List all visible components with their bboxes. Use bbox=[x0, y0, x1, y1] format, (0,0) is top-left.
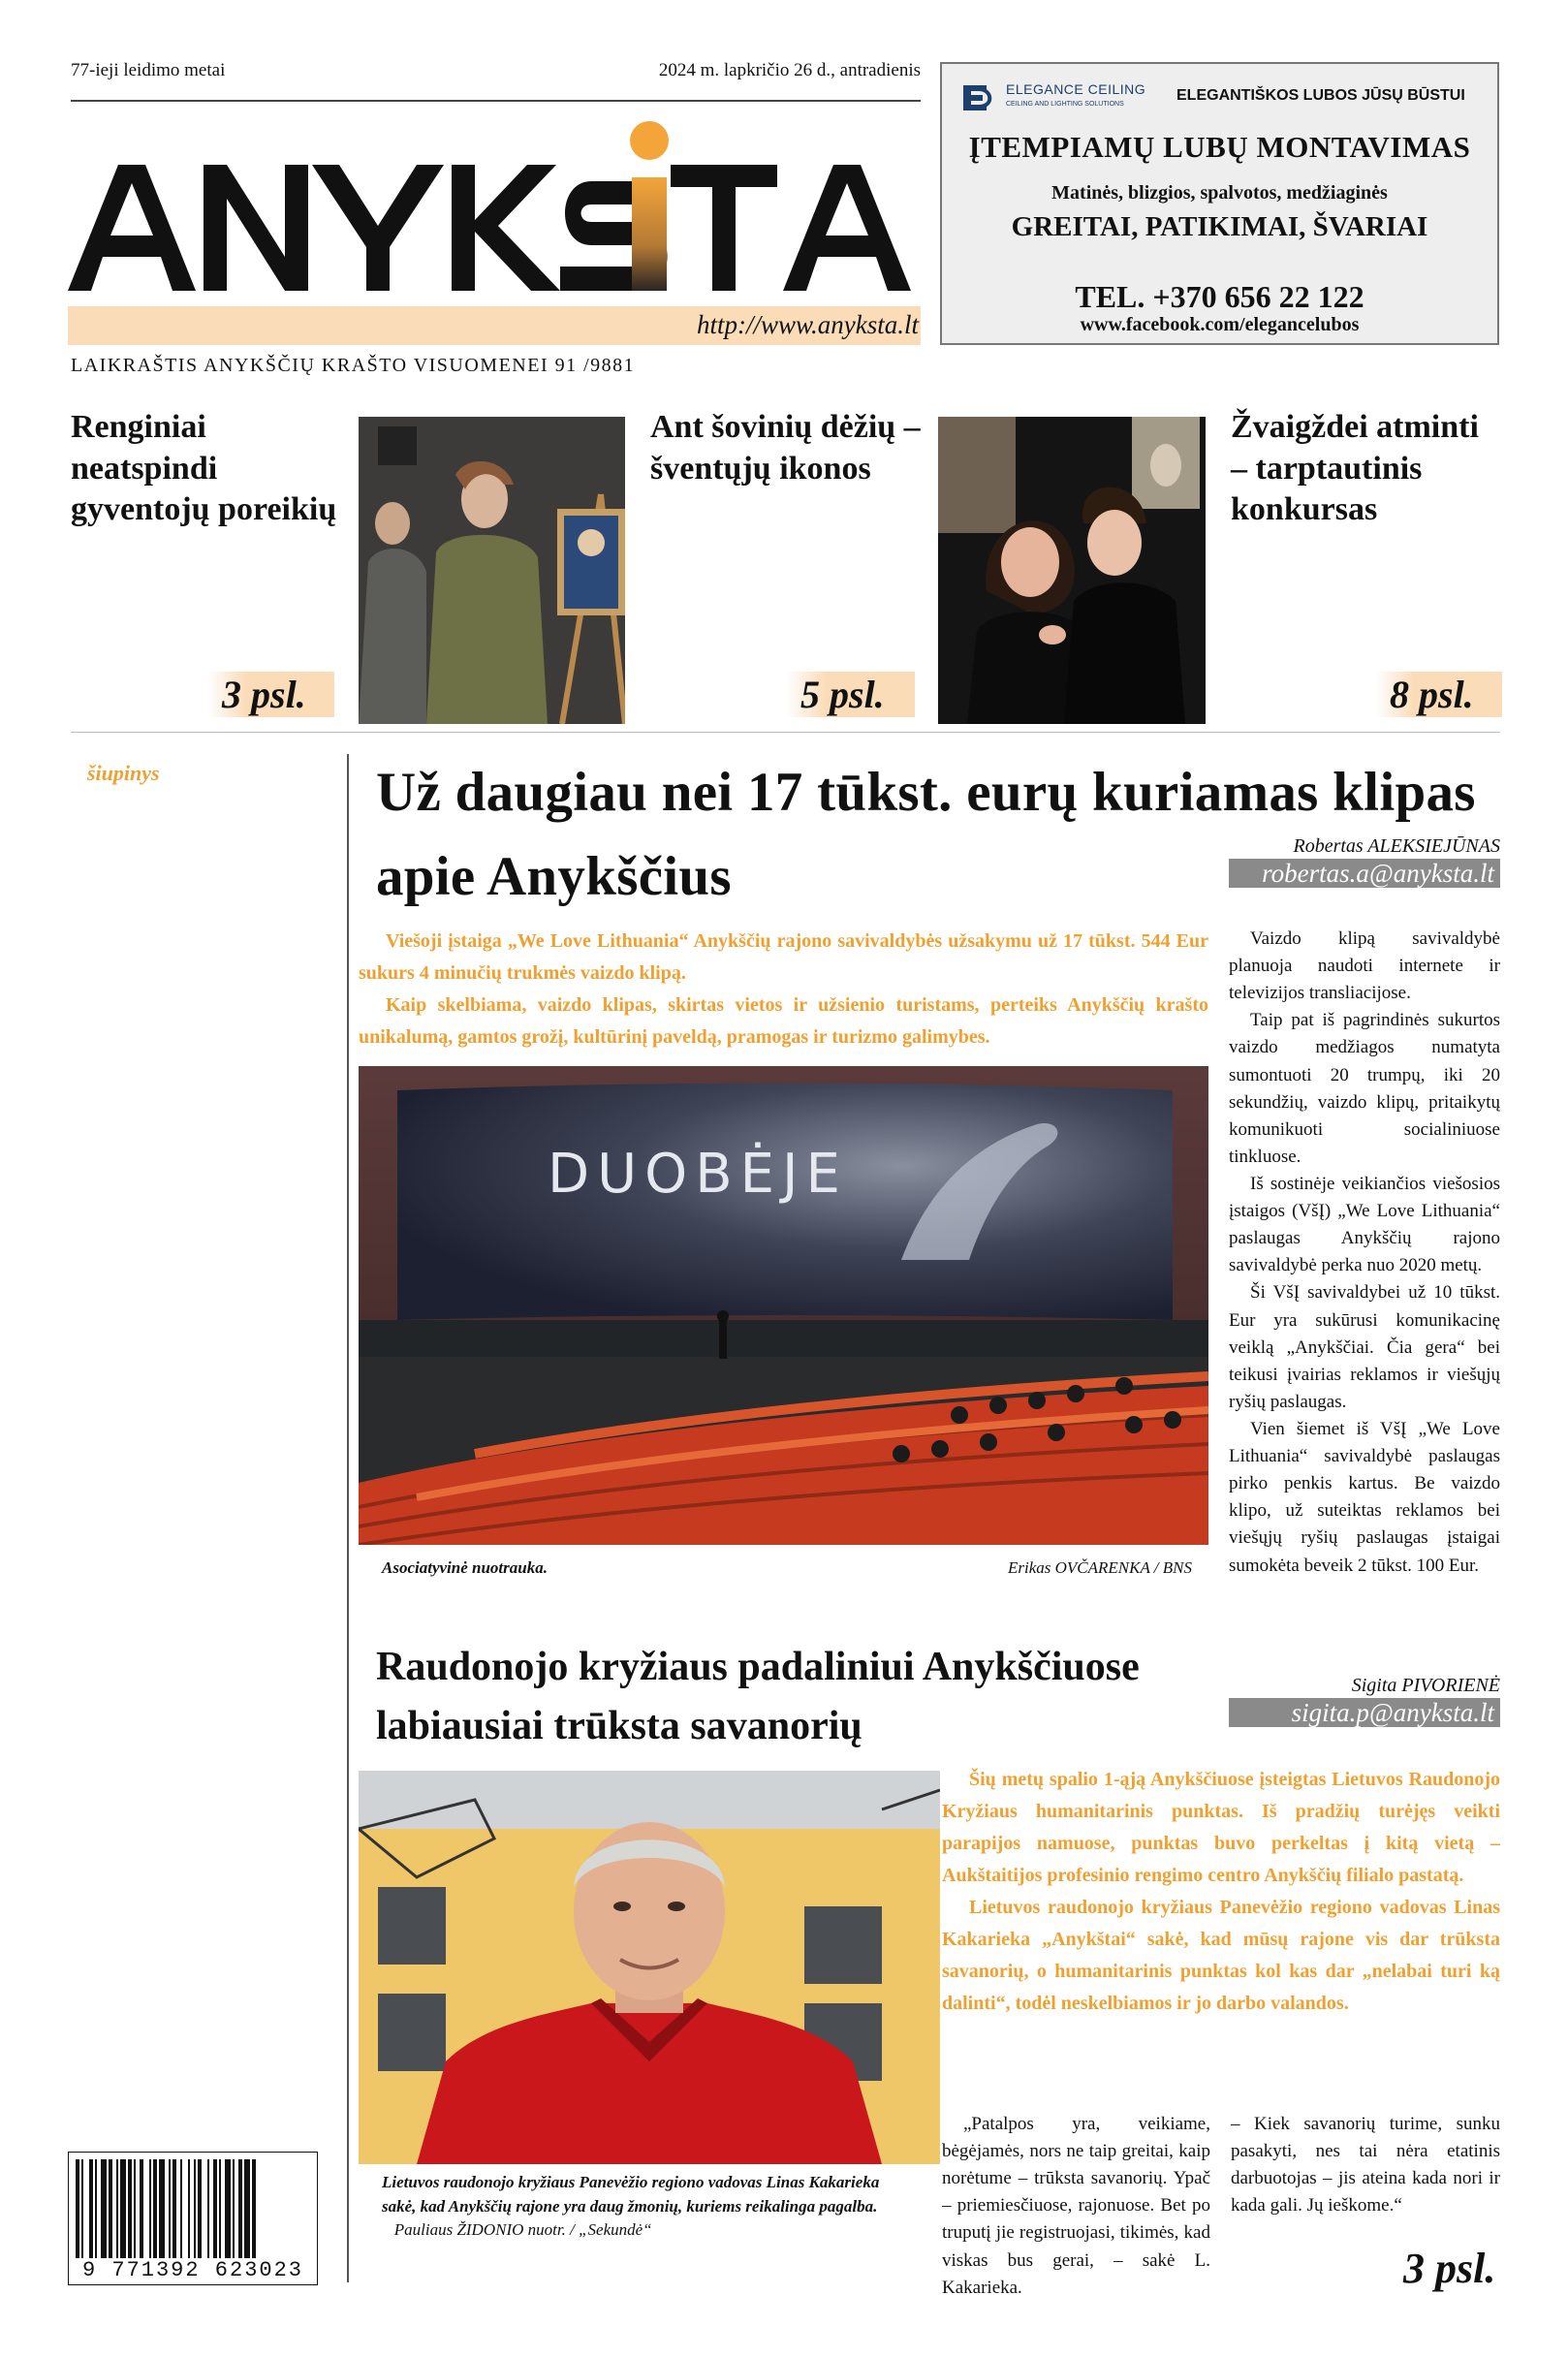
article2-email-link[interactable]: sigita.p@anyksta.lt bbox=[1229, 1698, 1500, 1727]
article2-headline[interactable]: Raudonojo kryžiaus padaliniui Anykščiuose labiausiai trūksta savanorių bbox=[376, 1645, 1140, 1748]
article2-body-col1 bbox=[942, 2111, 1210, 2302]
barcode-bar bbox=[194, 2159, 196, 2258]
article2-body-paragraph: „Patalpos yra, veikiame, bėgėjamės, nors ne taip greitai, kaip norėtume – trūksta savanorių. Ypač – priemiesčiuose, rajonuose. Bet po truputį jie registruojasi, tikimės, kad viskas bus gerai, – sakė L. Kakarieka. bbox=[942, 2114, 1210, 2298]
column-divider bbox=[347, 754, 349, 2282]
article2-continued-page[interactable]: 3 psl. bbox=[1403, 2245, 1496, 2292]
article1-body bbox=[1229, 926, 1500, 1580]
article2-lead-paragraph: Lietuvos raudonojo kryžiaus Panevėžio regiono vadovas Linas Kakarieka „Anykštai“ sakė, kad mūsų rajone vis dar trūksta savanorių, o humanitarinis punktas kol kas dar „nelabai turi ką dalinti“, todėl neskelbiamos ir jo darbo valandos. bbox=[942, 1897, 1500, 2014]
ad-brand-row bbox=[957, 78, 1486, 118]
logo-accent-dot bbox=[630, 121, 669, 160]
article2-caption-text: Lietuvos raudonojo kryžiaus Panevėžio regiono vadovas Linas Kakarieka sakė, kad Anykščių rajone yra daug žmonių, kuriems reikalinga pagalba. bbox=[382, 2173, 880, 2216]
article1-headline[interactable]: Už daugiau nei 17 tūkst. eurų kuriamas klipas apie Anykščius bbox=[376, 762, 1476, 907]
barcode-bar bbox=[252, 2159, 256, 2258]
article2-body-paragraph: – Kiek savanorių turime, sunku pasakyti, nes tai nėra etatinis darbuotojas – jis ateina kada nori ir kada gali. Jų ieškome.“ bbox=[1231, 2114, 1500, 2217]
ad-brand-name: ELEGANCE CEILING bbox=[1006, 81, 1146, 97]
ad-headline: ĮTEMPIAMŲ LUBŲ MONTAVIMAS bbox=[968, 130, 1471, 164]
article1-lead-paragraph: Viešoji įstaiga „We Love Lithuania“ Anykščių rajono savivaldybės užsakymu už 17 tūkst. 544 Eur sukurs 4 minučių trukmės vaizdo klipą. bbox=[359, 930, 1208, 984]
article1-email-link[interactable]: robertas.a@anyksta.lt bbox=[1229, 859, 1500, 888]
cinema-hall-illustration bbox=[359, 1066, 1208, 1545]
barcode-bar bbox=[172, 2159, 176, 2258]
ad-brand-subtitle: CEILING AND LIGHTING SOLUTIONS bbox=[1006, 101, 1124, 108]
barcode-bar bbox=[188, 2159, 190, 2258]
edition-year: 77-ieji leidimo metai bbox=[71, 60, 226, 80]
barcode-bar bbox=[81, 2159, 83, 2258]
article1-caption: Asociatyvinė nuotrauka. bbox=[382, 1558, 548, 1577]
site-url-link[interactable]: http://www.anyksta.lt bbox=[697, 310, 919, 339]
article1-author: Robertas ALEKSIEJŪNAS bbox=[1293, 835, 1500, 857]
barcode-bar bbox=[244, 2159, 250, 2258]
teaser-page-ref-2[interactable]: 5 psl. bbox=[787, 672, 915, 717]
portrait-illustration bbox=[359, 1771, 940, 2164]
teaser-page-ref-1[interactable]: 3 psl. bbox=[208, 672, 334, 717]
barcode-bar bbox=[213, 2159, 217, 2258]
teaser-title-competition[interactable]: Žvaigždei atminti – tarptautinis konkursas bbox=[1231, 409, 1479, 527]
article1-body-paragraph: Iš sostinėje veikiančios viešosios įstaigos (VšĮ) „We Love Lithuania“ paslaugas Anykščių rajono savivaldybė perka nuo 2020 metų. bbox=[1229, 1173, 1500, 1276]
section-label[interactable]: šiupinys bbox=[87, 761, 160, 785]
article1-body-paragraph: Vien šiemet iš VšĮ „We Love Lithuania“ savivaldybė paslaugas pirko penkis kartus. Be vaizdo klipo, už suteiktas reklamos bei viešųjų ryšių paslaugas įstaigai sumokėta beveik 2 tūkst. 100 Eur. bbox=[1229, 1418, 1500, 1576]
barcode-bar bbox=[89, 2159, 93, 2258]
advertisement-box[interactable] bbox=[940, 62, 1499, 345]
barcode-bar bbox=[101, 2159, 107, 2258]
newspaper-tagline: LAIKRAŠTIS ANYKŠČIŲ KRAŠTO VISUOMENEI 91 /9881 bbox=[71, 355, 636, 376]
barcode-bar bbox=[109, 2159, 112, 2258]
barcode-bar bbox=[159, 2159, 165, 2258]
article2-author: Sigita PIVORIENĖ bbox=[1351, 1675, 1500, 1696]
article1-body-paragraph: Vaizdo klipą savivaldybė planuoja naudoti internete ir televizijos transliacijose. bbox=[1229, 928, 1500, 1004]
barcode-bar bbox=[149, 2159, 151, 2258]
barcode-bar bbox=[76, 2159, 79, 2258]
teaser-title-icons[interactable]: Ant šovinių dėžių – šventųjų ikonos bbox=[650, 409, 921, 487]
ad-facebook-link[interactable]: www.facebook.com/elegancelubos bbox=[1080, 314, 1360, 335]
barcode-bar bbox=[128, 2159, 132, 2258]
barcode-bar bbox=[238, 2159, 242, 2258]
issue-date: 2024 m. lapkričio 26 d., antradienis bbox=[658, 60, 921, 80]
article1-body-paragraph: Taip pat iš pagrindinės sukurtos vaizdo medžiagos numatyta sumontuoti 20 trumpų, iki 20 sekundžių, vaizdo klipų, pritaikytų komunikuoti socialiniuose tinkluose. bbox=[1229, 1010, 1500, 1167]
article1-lead bbox=[359, 926, 1208, 1053]
article1-cinema-photo[interactable] bbox=[359, 1066, 1208, 1545]
barcode-bar bbox=[219, 2159, 221, 2258]
singers-photo-illustration bbox=[938, 417, 1206, 724]
barcode-number: 9 771392 623023 bbox=[81, 2258, 304, 2282]
header-rule bbox=[71, 100, 921, 102]
article1-body-paragraph: Ši VšĮ savivaldybei už 10 tūkst. Eur yra sukūrusi komunikacinę veiklą „Anykščiai. Čia gera“ bei teikusi įvairias reklamos ir viešųjų ryšių paslaugas. bbox=[1229, 1282, 1500, 1412]
barcode-bar bbox=[153, 2159, 157, 2258]
ad-claim: GREITAI, PATIKIMAI, ŠVARIAI bbox=[1011, 211, 1428, 242]
barcode-bar bbox=[140, 2159, 143, 2258]
article1-lead-paragraph: Kaip skelbiama, vaizdo klipas, skirtas vietos ir užsienio turistams, perteiks Anykščių krašto unikalumą, gamtos grožį, kultūrinį paveldą, pramogas ir turizmo galimybes. bbox=[359, 994, 1208, 1048]
exhibition-photo-illustration bbox=[359, 417, 625, 724]
teaser-photo-exhibition[interactable] bbox=[359, 417, 625, 724]
barcode-bar bbox=[95, 2159, 97, 2258]
article2-portrait-photo[interactable] bbox=[359, 1771, 940, 2164]
barcode-bar bbox=[180, 2159, 182, 2258]
barcode-bar bbox=[198, 2159, 202, 2258]
article2-lead-paragraph: Šių metų spalio 1-ąją Anykščiuose įsteigtas Lietuvos Raudonojo Kryžiaus humanitarinis punktas. Iš pradžių turėjęs veikti parapijos namuose, punktas buvo perkeltas į kitą vietą – Aukštaitijos profesinio rengimo centro Anykščių filialo pastatą. bbox=[942, 1769, 1500, 1886]
teaser-title-events[interactable]: Renginiai neatspindi gyventojų poreikių bbox=[71, 409, 337, 527]
barcode-bar bbox=[120, 2159, 126, 2258]
teaser-page-ref-3[interactable]: 8 psl. bbox=[1376, 672, 1502, 717]
elegance-ceiling-logo-icon bbox=[957, 78, 998, 118]
article2-body-col2 bbox=[1231, 2111, 1500, 2219]
teaser-photo-singers[interactable] bbox=[938, 417, 1206, 724]
barcode-bar bbox=[225, 2159, 231, 2258]
ad-slogan: ELEGANTIŠKOS LUBOS JŪSŲ BŪSTUI bbox=[1176, 87, 1465, 104]
article1-photo-credit: Erikas OVČARENKA / BNS bbox=[1008, 1558, 1192, 1577]
article2-caption bbox=[382, 2171, 915, 2243]
barcode-bar bbox=[207, 2159, 209, 2258]
article2-photo-credit: Pauliaus ŽIDONIO nuotr. / „Sekundė“ bbox=[393, 2220, 652, 2240]
ad-phone: TEL. +370 656 22 122 bbox=[1075, 279, 1364, 314]
newspaper-logo[interactable] bbox=[68, 121, 921, 296]
barcode-bar bbox=[169, 2159, 171, 2258]
article2-lead bbox=[942, 1764, 1500, 2020]
ad-subline: Matinės, blizgios, spalvotos, medžiaginės bbox=[1051, 182, 1388, 204]
barcode-bar bbox=[116, 2159, 118, 2258]
section-divider bbox=[71, 732, 1500, 733]
cinema-screen-text: DUOBĖJE bbox=[548, 1143, 848, 1206]
barcode-bar bbox=[233, 2159, 235, 2258]
barcode-bar bbox=[134, 2159, 136, 2258]
